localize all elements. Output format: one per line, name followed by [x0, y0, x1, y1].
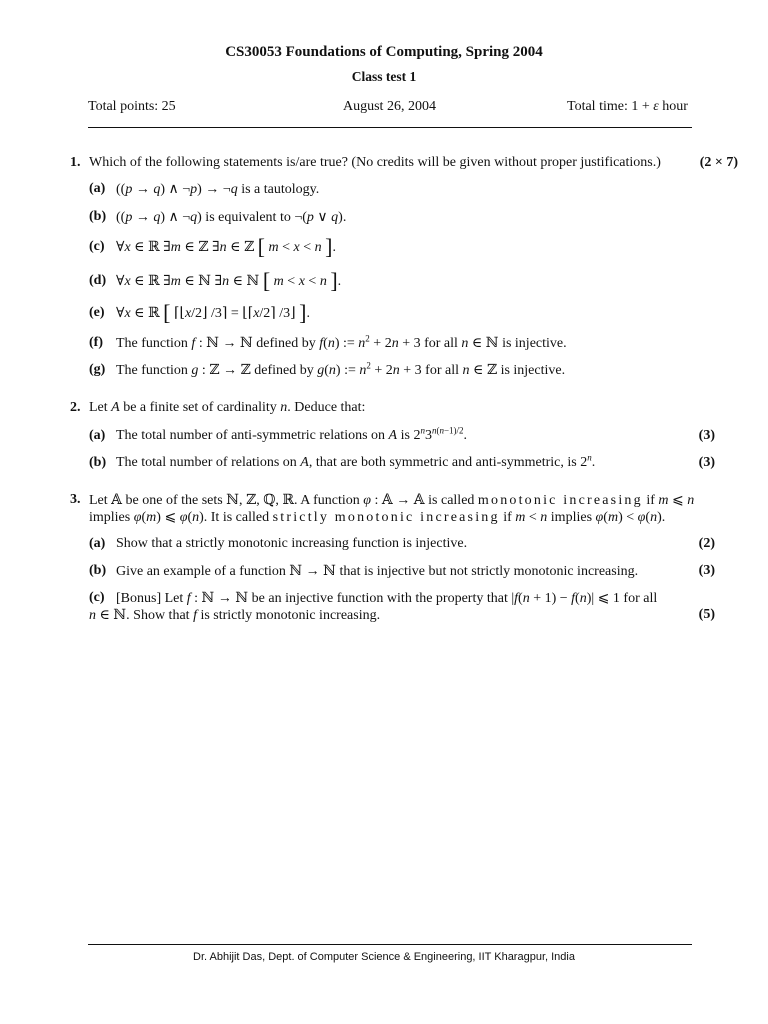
exam-date: August 26, 2004	[343, 99, 436, 114]
footer-text: Dr. Abhijit Das, Dept. of Computer Science & Engineering, IIT Kharagpur, India	[193, 951, 575, 963]
question-3-line-2: implies φ(m) ⩽ φ(n). It is called strictly monotonic increasing if m < n implies φ(m) < φ(n).	[89, 510, 666, 525]
header-rule	[88, 127, 692, 128]
q3-part-b-points: (3)	[698, 563, 715, 578]
question-3-number: 3.	[70, 492, 81, 507]
q3-part-c-text: [Bonus] Let f : ℕ → ℕ be an injective function with the property that |f(n + 1) − f(n)| ⩽ 1 for all	[116, 591, 658, 606]
q1-part-a-text: ((p → q) ∧ ¬p) → ¬q is a tautology.	[116, 182, 320, 197]
q1-part-c-text: ∀x ∈ ℝ ∃m ∈ ℤ ∃n ∈ ℤ [ m < x < n ].	[116, 234, 336, 259]
question-2-number: 2.	[70, 400, 81, 415]
q1-part-e-text: ∀x ∈ ℝ [ ⌈⌊x/2⌋ /3⌉ = ⌊⌈x/2⌉ /3⌋ ].	[116, 300, 310, 325]
q1-part-d-text: ∀x ∈ ℝ ∃m ∈ ℕ ∃n ∈ ℕ [ m < x < n ].	[116, 268, 342, 293]
q1-part-a-label: (a)	[89, 181, 106, 196]
q2-part-a-points: (3)	[698, 428, 715, 443]
q3-part-c-text-2: n ∈ ℕ. Show that f is strictly monotonic increasing.	[89, 608, 381, 623]
q3-part-a-text: Show that a strictly monotonic increasing function is injective.	[116, 536, 468, 551]
q1-part-c-label: (c)	[89, 239, 105, 254]
page-title: CS30053 Foundations of Computing, Spring 2004	[225, 44, 543, 60]
q3-part-c-label: (c)	[89, 590, 105, 605]
question-3-line-1: Let 𝔸 be one of the sets ℕ, ℤ, ℚ, ℝ. A function φ : 𝔸 → 𝔸 is called monotonic increasing if m ⩽ n	[89, 493, 695, 508]
q2-part-b-text: The total number of relations on A, that are both symmetric and anti-symmetric, is 2$^n$.	[116, 452, 596, 470]
q1-part-b-text: ((p → q) ∧ ¬q) is equivalent to ¬(p ∨ q).	[116, 210, 347, 225]
question-1-number: 1.	[70, 155, 81, 170]
question-1-points: (2 × 7)	[699, 155, 738, 170]
q3-part-b-text: Give an example of a function ℕ → ℕ that is injective but not strictly monotonic increasing.	[116, 564, 639, 579]
question-2-text: Let A be a finite set of cardinality n. Deduce that:	[89, 400, 366, 415]
q1-part-g-label: (g)	[89, 362, 106, 377]
q2-part-a-label: (a)	[89, 428, 106, 443]
q1-part-f-text: The function f : ℕ → ℕ defined by f(n) := $n^2 + 2n + 3$ for all n ∈ ℕ is injective.	[116, 333, 567, 351]
q1-part-e-label: (e)	[89, 305, 105, 320]
q1-part-g-text: The function g : ℤ → ℤ defined by g(n) := $n^2 + 2n + 3$ for all n ∈ ℤ is injective.	[116, 360, 566, 378]
footer-rule	[88, 944, 692, 945]
q1-part-f-label: (f)	[89, 335, 103, 350]
q3-part-a-label: (a)	[89, 536, 106, 551]
q3-part-b-label: (b)	[89, 563, 107, 578]
q3-part-c-points: (5)	[698, 607, 715, 622]
q1-part-b-label: (b)	[89, 209, 107, 224]
q3-part-a-points: (2)	[698, 536, 715, 551]
q1-part-d-label: (d)	[89, 273, 107, 288]
test-subtitle: Class test 1	[351, 69, 417, 84]
q2-part-a-text: The total number of anti-symmetric relations on A is $2^n3^{n(n-1)/2}$.	[116, 425, 468, 443]
question-1-text: Which of the following statements is/are true? (No credits will be given without proper justifications.)	[89, 155, 661, 170]
q2-part-b-points: (3)	[698, 455, 715, 470]
total-points: Total points: 25	[88, 99, 176, 114]
q2-part-b-label: (b)	[89, 455, 107, 470]
total-time: Total time: 1 + ε hour	[567, 99, 688, 114]
